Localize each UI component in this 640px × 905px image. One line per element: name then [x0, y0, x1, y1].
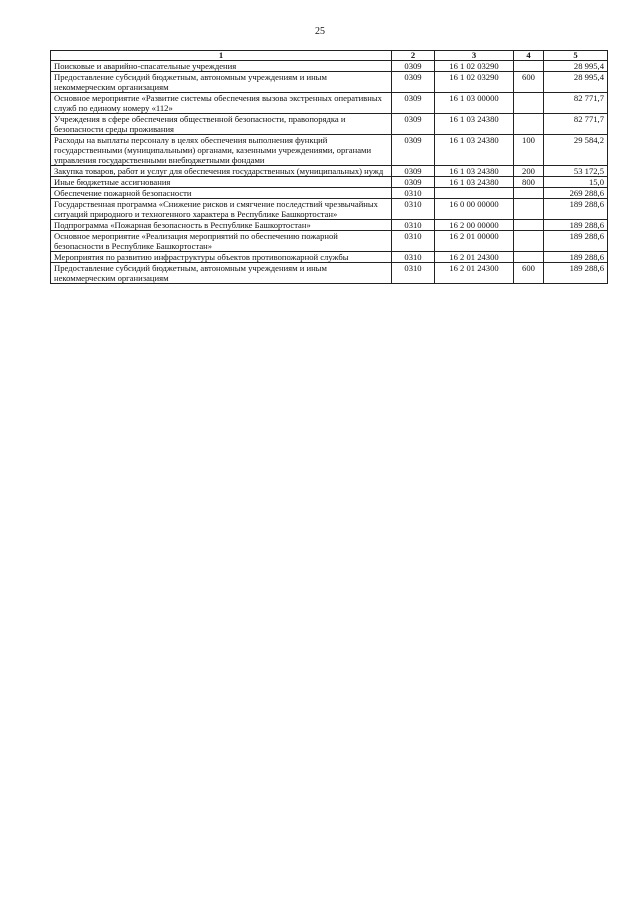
- column-header-2: 2: [392, 51, 435, 61]
- cell-target-code: 16 1 03 24380: [435, 114, 514, 135]
- cell-name: Иные бюджетные ассигнования: [51, 177, 392, 188]
- column-header-4: 4: [514, 51, 544, 61]
- cell-name: Обеспечение пожарной безопасности: [51, 188, 392, 199]
- cell-target-code: 16 1 03 24380: [435, 166, 514, 177]
- cell-section-code: 0310: [392, 263, 435, 284]
- cell-target-code: 16 1 03 24380: [435, 177, 514, 188]
- cell-section-code: 0309: [392, 177, 435, 188]
- cell-target-code: 16 1 02 03290: [435, 72, 514, 93]
- cell-target-code: [435, 188, 514, 199]
- cell-target-code: 16 2 01 00000: [435, 231, 514, 252]
- cell-amount: 29 584,2: [544, 135, 608, 166]
- cell-target-code: 16 0 00 00000: [435, 199, 514, 220]
- cell-name: Предоставление субсидий бюджетным, автономным учреждениям и иным некоммерческим организациям: [51, 263, 392, 284]
- table-row: [51, 135, 608, 166]
- cell-section-code: 0310: [392, 220, 435, 231]
- cell-section-code: 0309: [392, 93, 435, 114]
- cell-section-code: 0310: [392, 252, 435, 263]
- cell-name: Основное мероприятие «Развитие системы обеспечения вызова экстренных оперативных служб по единому номеру «112»: [51, 93, 392, 114]
- table-row: [51, 93, 608, 114]
- table-body: [51, 61, 608, 284]
- cell-expense-type: 800: [514, 177, 544, 188]
- cell-amount: 269 288,6: [544, 188, 608, 199]
- cell-name: Закупка товаров, работ и услуг для обеспечения государственных (муниципальных) нужд: [51, 166, 392, 177]
- cell-expense-type: 600: [514, 263, 544, 284]
- cell-amount: 53 172,5: [544, 166, 608, 177]
- cell-name: Предоставление субсидий бюджетным, автономным учреждениям и иным некоммерческим организациям: [51, 72, 392, 93]
- cell-expense-type: [514, 114, 544, 135]
- column-header-5: 5: [544, 51, 608, 61]
- cell-expense-type: [514, 199, 544, 220]
- cell-target-code: 16 2 00 00000: [435, 220, 514, 231]
- cell-target-code: 16 1 03 00000: [435, 93, 514, 114]
- cell-name: Расходы на выплаты персоналу в целях обеспечения выполнения функций государственными (муниципальными) органами, казенными учреждениями, органами управления государственными внебюджетными фондами: [51, 135, 392, 166]
- cell-amount: 189 288,6: [544, 220, 608, 231]
- table-row: [51, 263, 608, 284]
- cell-target-code: 16 1 03 24380: [435, 135, 514, 166]
- cell-name: Учреждения в сфере обеспечения общественной безопасности, правопорядка и безопасности среды проживания: [51, 114, 392, 135]
- cell-expense-type: [514, 188, 544, 199]
- cell-amount: 82 771,7: [544, 114, 608, 135]
- cell-section-code: 0310: [392, 199, 435, 220]
- cell-name: Государственная программа «Снижение рисков и смягчение последствий чрезвычайных ситуаций природного и техногенного характера в Республике Башкортостан»: [51, 199, 392, 220]
- cell-section-code: 0309: [392, 166, 435, 177]
- table-row: [51, 199, 608, 220]
- table-row: [51, 114, 608, 135]
- cell-target-code: 16 1 02 03290: [435, 61, 514, 72]
- table-row: [51, 188, 608, 199]
- cell-section-code: 0309: [392, 61, 435, 72]
- cell-amount: 28 995,4: [544, 72, 608, 93]
- column-header-3: 3: [435, 51, 514, 61]
- cell-expense-type: [514, 231, 544, 252]
- cell-section-code: 0310: [392, 188, 435, 199]
- cell-amount: 189 288,6: [544, 231, 608, 252]
- cell-name: Подпрограмма «Пожарная безопасность в Республике Башкортостан»: [51, 220, 392, 231]
- cell-target-code: 16 2 01 24300: [435, 252, 514, 263]
- cell-expense-type: [514, 93, 544, 114]
- page-number: 25: [315, 26, 325, 37]
- budget-table: [50, 50, 608, 284]
- cell-expense-type: 600: [514, 72, 544, 93]
- header-row: [51, 51, 608, 61]
- cell-name: Поисковые и аварийно-спасательные учреждения: [51, 61, 392, 72]
- cell-section-code: 0309: [392, 135, 435, 166]
- cell-name: Мероприятия по развитию инфраструктуры объектов противопожарной службы: [51, 252, 392, 263]
- table-row: [51, 72, 608, 93]
- column-header-1: 1: [51, 51, 392, 61]
- cell-expense-type: 200: [514, 166, 544, 177]
- cell-name: Основное мероприятие «Реализация мероприятий по обеспечению пожарной безопасности в Республике Башкортостан»: [51, 231, 392, 252]
- cell-expense-type: [514, 220, 544, 231]
- cell-expense-type: 100: [514, 135, 544, 166]
- table-row: [51, 231, 608, 252]
- cell-section-code: 0310: [392, 231, 435, 252]
- cell-section-code: 0309: [392, 114, 435, 135]
- cell-amount: 82 771,7: [544, 93, 608, 114]
- table-header: [51, 51, 608, 61]
- table-row: [51, 61, 608, 72]
- cell-expense-type: [514, 61, 544, 72]
- cell-amount: 189 288,6: [544, 199, 608, 220]
- cell-amount: 189 288,6: [544, 263, 608, 284]
- table-row: [51, 252, 608, 263]
- table-row: [51, 166, 608, 177]
- cell-amount: 28 995,4: [544, 61, 608, 72]
- table-row: [51, 220, 608, 231]
- cell-section-code: 0309: [392, 72, 435, 93]
- table-row: [51, 177, 608, 188]
- cell-expense-type: [514, 252, 544, 263]
- cell-amount: 189 288,6: [544, 252, 608, 263]
- cell-target-code: 16 2 01 24300: [435, 263, 514, 284]
- cell-amount: 15,0: [544, 177, 608, 188]
